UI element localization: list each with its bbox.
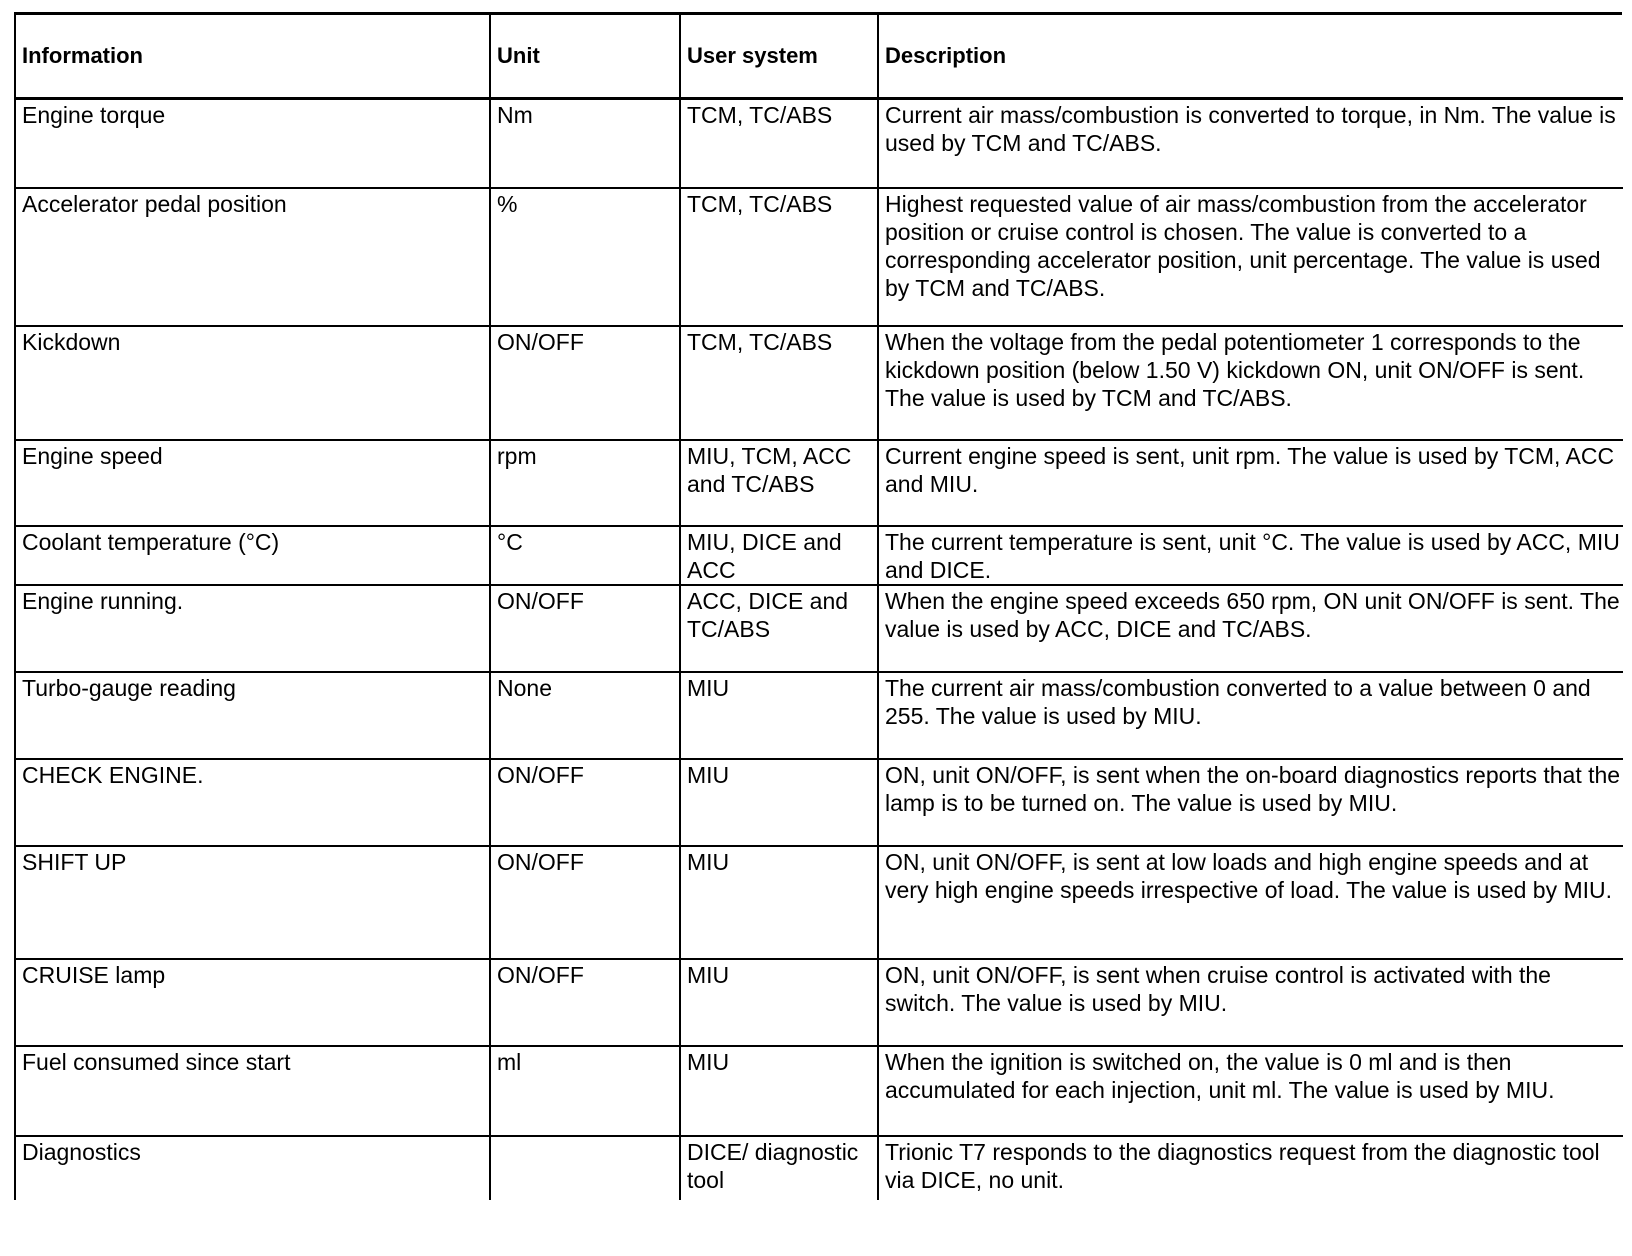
cell-unit: None [490, 672, 680, 759]
cell-description: Trionic T7 responds to the diagnostics request from the diagnostic tool via DICE, no unit. [878, 1136, 1623, 1200]
cell-unit: ON/OFF [490, 759, 680, 846]
table-row [15, 526, 1623, 585]
header-information: Information [15, 15, 490, 99]
cell-user-system: MIU, TCM, ACC and TC/ABS [680, 440, 878, 526]
cell-description: When the voltage from the pedal potentiometer 1 corresponds to the kickdown position (below 1.50 V) kickdown ON, unit ON/OFF is sent. The value is used by TCM and TC/ABS. [878, 326, 1623, 440]
cell-information: Fuel consumed since start [15, 1046, 490, 1136]
table-row [15, 846, 1623, 959]
cell-description: ON, unit ON/OFF, is sent at low loads and high engine speeds and at very high engine speeds irrespective of load. The value is used by MIU. [878, 846, 1623, 959]
cell-user-system: MIU [680, 759, 878, 846]
cell-description: When the engine speed exceeds 650 rpm, ON unit ON/OFF is sent. The value is used by ACC, DICE and TC/ABS. [878, 585, 1623, 672]
cell-information: Engine speed [15, 440, 490, 526]
cell-user-system: DICE/ diagnostic tool [680, 1136, 878, 1200]
cell-unit [490, 1136, 680, 1200]
cell-information: Diagnostics [15, 1136, 490, 1200]
cell-description: Current air mass/combustion is converted to torque, in Nm. The value is used by TCM and TC/ABS. [878, 99, 1623, 188]
cell-information: Turbo-gauge reading [15, 672, 490, 759]
table-row [15, 959, 1623, 1046]
cell-unit: ON/OFF [490, 846, 680, 959]
cell-information: CRUISE lamp [15, 959, 490, 1046]
header-unit: Unit [490, 15, 680, 99]
cell-unit: rpm [490, 440, 680, 526]
table-row [15, 99, 1623, 188]
cell-user-system: TCM, TC/ABS [680, 326, 878, 440]
table-header-row [15, 15, 1623, 99]
cell-unit: ON/OFF [490, 959, 680, 1046]
cell-description: ON, unit ON/OFF, is sent when cruise control is activated with the switch. The value is used by MIU. [878, 959, 1623, 1046]
cell-user-system: TCM, TC/ABS [680, 99, 878, 188]
cell-user-system: MIU [680, 846, 878, 959]
header-user-system: User system [680, 15, 878, 99]
table-row [15, 440, 1623, 526]
cell-information: Kickdown [15, 326, 490, 440]
cell-description: The current temperature is sent, unit °C. The value is used by ACC, MIU and DICE. [878, 526, 1623, 585]
cell-information: Engine torque [15, 99, 490, 188]
table-row [15, 672, 1623, 759]
cell-information: SHIFT UP [15, 846, 490, 959]
cell-description: Highest requested value of air mass/combustion from the accelerator position or cruise control is chosen. The value is converted to a corresponding accelerator position, unit percentage. The value is used by TCM and TC/ABS. [878, 188, 1623, 326]
cell-user-system: TCM, TC/ABS [680, 188, 878, 326]
cell-information: Coolant temperature (°C) [15, 526, 490, 585]
cell-user-system: MIU [680, 959, 878, 1046]
table-row [15, 585, 1623, 672]
cell-unit: °C [490, 526, 680, 585]
cell-description: The current air mass/combustion converted to a value between 0 and 255. The value is used by MIU. [878, 672, 1623, 759]
table-row [15, 1136, 1623, 1200]
cell-information: Accelerator pedal position [15, 188, 490, 326]
cell-user-system: MIU [680, 672, 878, 759]
table-row [15, 188, 1623, 326]
cell-description: Current engine speed is sent, unit rpm. The value is used by TCM, ACC and MIU. [878, 440, 1623, 526]
cell-information: CHECK ENGINE. [15, 759, 490, 846]
cell-description: ON, unit ON/OFF, is sent when the on-board diagnostics reports that the lamp is to be turned on. The value is used by MIU. [878, 759, 1623, 846]
signal-table [14, 15, 1623, 1200]
cell-user-system: ACC, DICE and TC/ABS [680, 585, 878, 672]
cell-description: When the ignition is switched on, the value is 0 ml and is then accumulated for each injection, unit ml. The value is used by MIU. [878, 1046, 1623, 1136]
cell-information: Engine running. [15, 585, 490, 672]
cell-unit: ON/OFF [490, 326, 680, 440]
header-description: Description [878, 15, 1623, 99]
signal-table-sheet [14, 12, 1622, 1200]
cell-user-system: MIU, DICE and ACC [680, 526, 878, 585]
table-row [15, 1046, 1623, 1136]
cell-unit: Nm [490, 99, 680, 188]
cell-user-system: MIU [680, 1046, 878, 1136]
cell-unit: % [490, 188, 680, 326]
cell-unit: ON/OFF [490, 585, 680, 672]
table-row [15, 759, 1623, 846]
cell-unit: ml [490, 1046, 680, 1136]
table-row [15, 326, 1623, 440]
